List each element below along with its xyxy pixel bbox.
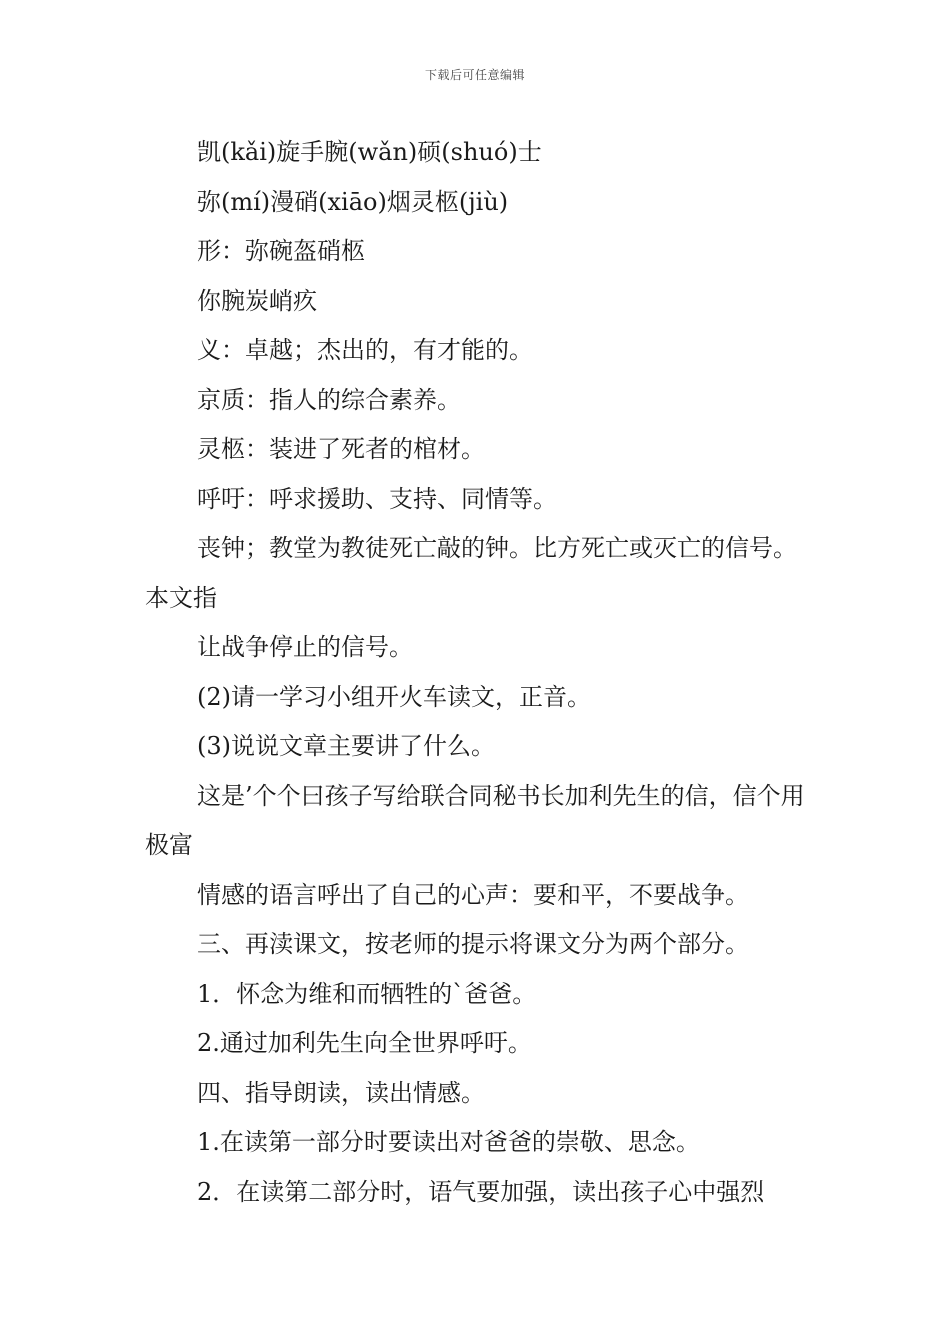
paragraph: 义：卓越；杰出的，有才能的。 [197, 336, 533, 364]
paragraph: 你腕炭峭疚 [197, 286, 317, 315]
paragraph: 京质：指人的综合素养。 [197, 385, 461, 414]
paragraph: 2．在读第二部分时，语气要加强，读出孩子心中强烈 [197, 1177, 765, 1206]
page-header: 下载后可任意编辑 [424, 68, 525, 82]
paragraph: 四、指导朗读，读出情感。 [197, 1078, 485, 1107]
paragraph: 2.通过加利先生向全世界呼吁。 [197, 1029, 532, 1057]
paragraph: 三、再渎课文，按老师的提示将课文分为两个部分。 [197, 930, 749, 958]
paragraph: 弥(mí)漫硝(xiāo)烟灵柩(jiù) [197, 187, 509, 216]
paragraph: 1．怀念为维和而牺牲的`爸爸。 [197, 979, 537, 1008]
paragraph: 凯(kǎi)旋手腕(wǎn)硕(shuó)士 [197, 138, 542, 166]
paragraph: 丧钟；教堂为教徒死亡敲的钟。比方死亡或灭亡的信号。本文指 [145, 534, 797, 612]
paragraph: 这是’个个曰孩子写给联合同秘书长加利先生的信，信个用极富 [145, 781, 805, 859]
paragraph: (2)请一学习小组开火车读文，正音。 [197, 682, 591, 711]
paragraph: 灵柩：装进了死者的棺材。 [197, 435, 485, 463]
paragraph: 1.在读第一部分时要读出对爸爸的崇敬、思念。 [197, 1128, 700, 1156]
paragraph: 形：弥碗盔硝柩 [197, 237, 365, 265]
document-body [145, 128, 810, 1217]
paragraph: 呼吁：呼求援助、支持、同情等。 [197, 484, 557, 513]
paragraph: (3)说说文章主要讲了什么。 [197, 732, 495, 760]
paragraph: 让战争停止的信号。 [197, 633, 413, 661]
paragraph: 情感的语言呼出了自己的心声：要和平，不要战争。 [197, 880, 749, 909]
